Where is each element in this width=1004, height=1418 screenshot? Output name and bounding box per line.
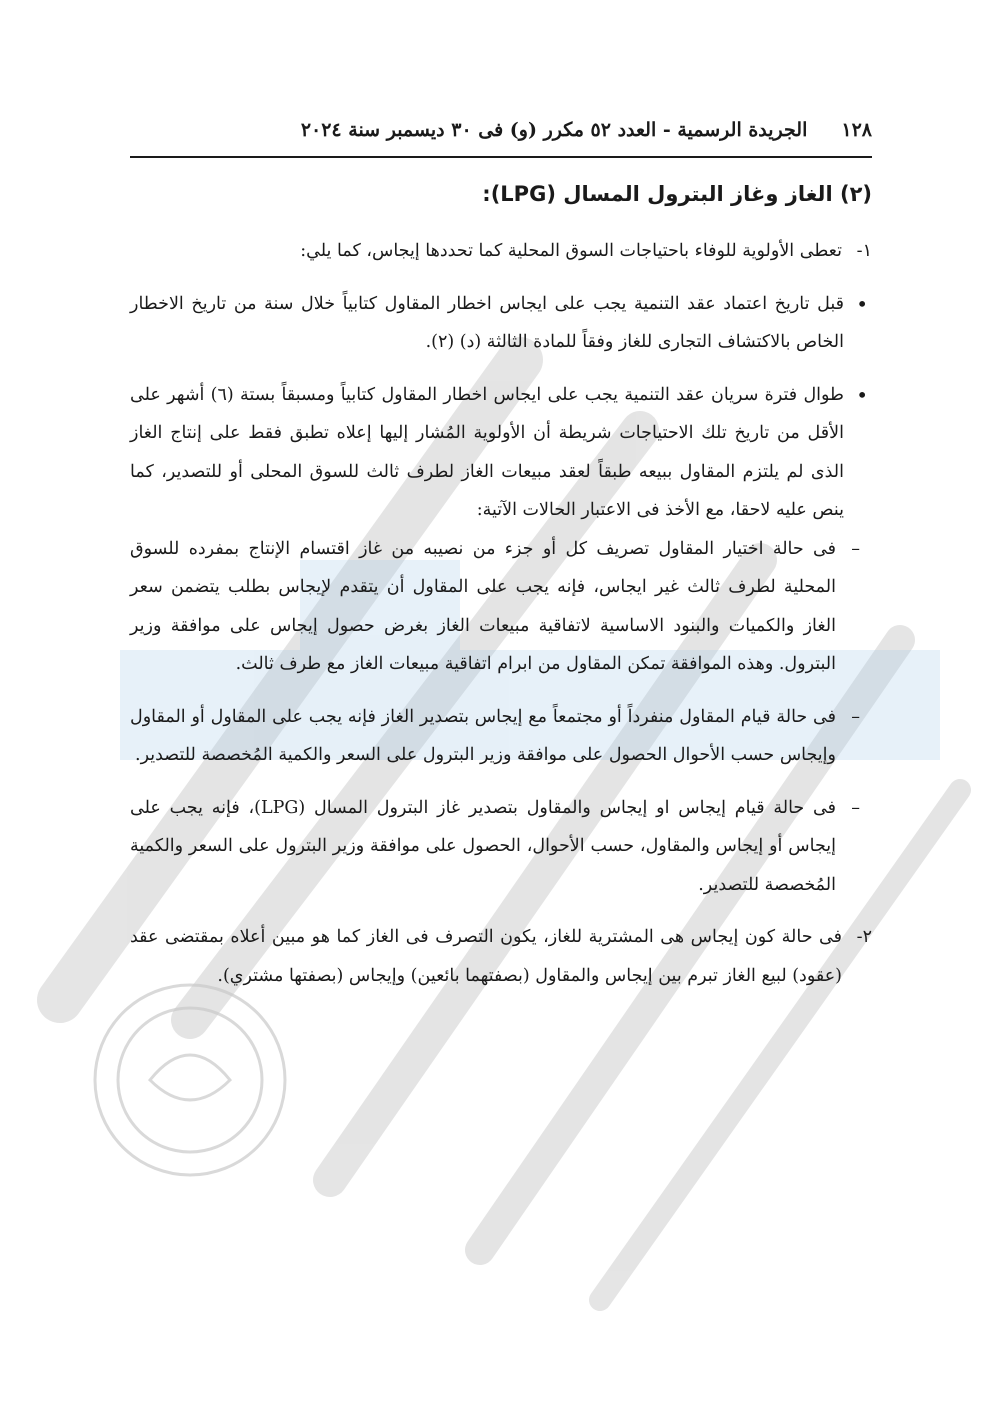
spacer xyxy=(130,904,872,918)
spacer xyxy=(130,271,872,285)
header-divider xyxy=(130,156,872,158)
numbered-item xyxy=(130,918,872,995)
item-text: فى حالة كون إيجاس هى المشترية للغاز، يكون التصرف فى الغاز كما هو مبين أعلاه بمقتضى عقد (عقود) لبيع الغاز تبرم بين إيجاس والمقاول (بصفتهما بائعين) وإيجاس (بصفتها مشتري). xyxy=(130,927,842,986)
dash-item xyxy=(130,530,872,684)
item-number: ٢- xyxy=(856,927,872,947)
bullet-text: قبل تاريخ اعتماد عقد التنمية يجب على ايجاس اخطار المقاول كتابياً خلال سنة من تاريخ الاخطار الخاص بالاكتشاف التجارى للغاز وفقاً للمادة الثالثة (د) (٢). xyxy=(130,293,844,352)
dash-item xyxy=(130,789,872,905)
dash-icon: – xyxy=(851,797,860,818)
spacer xyxy=(130,362,872,376)
bullet-icon: • xyxy=(856,291,868,316)
numbered-item xyxy=(130,232,872,271)
bullet-icon: • xyxy=(856,382,868,407)
dash-text: فى حالة قيام إيجاس او إيجاس والمقاول بتصدير غاز البترول المسال (LPG)، فإنه يجب على إيجاس أو إيجاس والمقاول، حسب الأحوال، الحصول على موافقة وزير البترول على السعر والكمية المُخصصة للتصدير. xyxy=(130,797,836,895)
bullet-item xyxy=(130,285,868,362)
section-body xyxy=(130,232,872,995)
dash-item xyxy=(130,698,872,775)
section-title: (٢) الغاز وغاز البترول المسال (LPG): xyxy=(482,182,872,206)
gazette-issue-line: الجريدة الرسمية - العدد ٥٢ مكرر (و) فى ٣٠ ديسمبر سنة ٢٠٢٤ xyxy=(300,119,808,141)
bullet-text: طوال فترة سريان عقد التنمية يجب على ايجاس اخطار المقاول كتابياً ومسبقاً بستة (٦) أشهر على الأقل من تاريخ تلك الاحتياجات شريطة أن الأولوية المُشار إليها إعلاه تطبق فقط على إنتاج الغاز الذى لم يلتزم المقاول ببيعه طبقاً لعقد مبيعات الغاز لطرف ثالث للسوق المحلى أو للتصدير، كما ينص عليه لاحقا، مع الأخذ فى الاعتبار الحالات الآتية: xyxy=(130,384,844,520)
dash-text: فى حالة قيام المقاول منفرداً أو مجتمعاً مع إيجاس بتصدير الغاز فإنه يجب على المقاول أو المقاول وإيجاس حسب الأحوال الحصول على موافقة وزير البترول على السعر والكمية المُخصصة للتصدير. xyxy=(130,706,836,765)
dash-icon: – xyxy=(851,538,860,559)
dash-text: فى حالة اختيار المقاول تصريف كل أو جزء من نصيبه من غاز اقتسام الإنتاج بمفرده للسوق المحلية لطرف ثالث غير ايجاس، فإنه يجب على المقاول أن يتقدم لإيجاس بطلب يتضمن سعر الغاز والكميات والبنود الاساسية لاتفاقية مبيعات الغاز بغرض حصول إيجاس على موافقة وزير البترول. وهذه الموافقة تمكن المقاول من ابرام اتفاقية مبيعات الغاز مع طرف ثالث. xyxy=(130,538,836,674)
item-text: تعطى الأولوية للوفاء باحتياجات السوق المحلية كما تحددها إيجاس، كما يلي: xyxy=(300,241,842,261)
page-header xyxy=(130,112,872,148)
dash-icon: – xyxy=(851,706,860,727)
spacer xyxy=(130,684,872,698)
spacer xyxy=(130,775,872,789)
page-number: ١٢٨ xyxy=(841,119,872,141)
bullet-item xyxy=(130,376,868,530)
item-number: ١- xyxy=(856,241,872,261)
